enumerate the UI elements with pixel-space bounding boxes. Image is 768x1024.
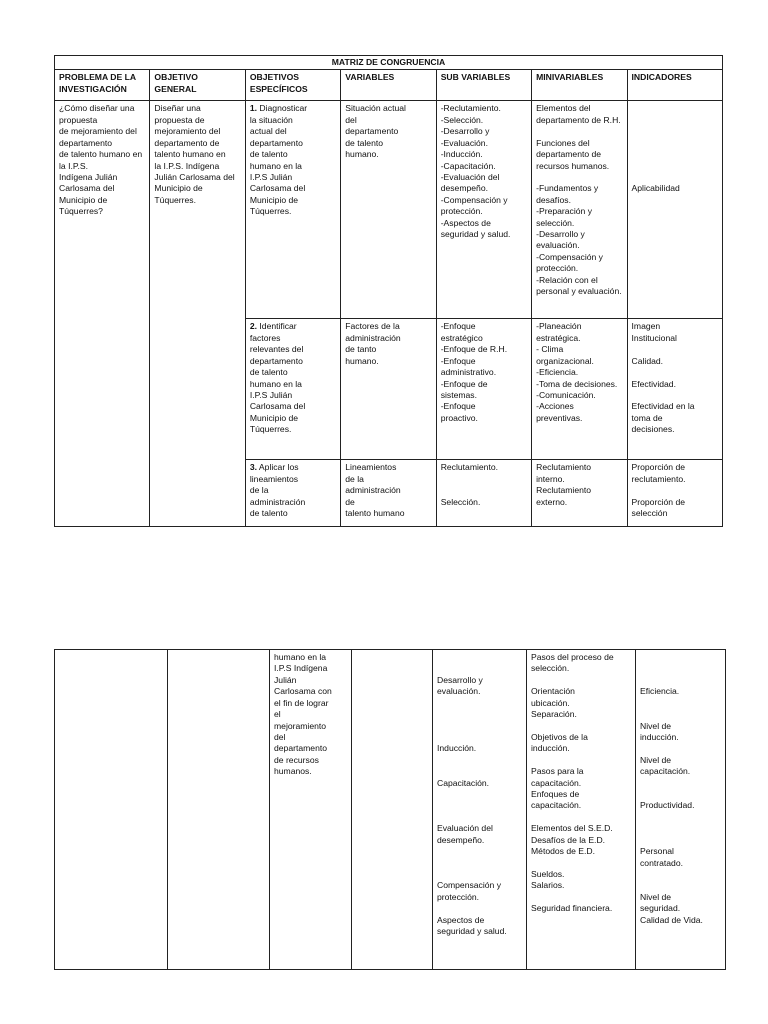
header-specific-objectives: OBJETIVOS ESPECÍFICOS <box>245 70 340 101</box>
variable-cell: Factores de la administración de tanto humano. <box>341 319 436 460</box>
congruence-matrix-table <box>54 55 723 527</box>
subvariables-cell: -Reclutamiento. -Selección. -Desarrollo y -Evaluación. -Inducción. -Capacitación. -Evaluación del desempeño. -Compensación y protección. -Aspectos de seguridad y salud. <box>436 101 531 319</box>
table-row <box>55 101 723 319</box>
header-minivariables: MINIVARIABLES <box>532 70 627 101</box>
minivariables-cell: Reclutamiento interno. Reclutamiento externo. <box>532 460 627 527</box>
specific-objective-cell <box>245 319 340 460</box>
specific-objective-cell <box>245 460 340 527</box>
objective-text: Aplicar los lineamientos de la administración de talento <box>249 462 306 519</box>
variable-cell: Situación actual del departamento de talento humano. <box>341 101 436 319</box>
subvariables-cell: -Enfoque estratégico -Enfoque de R.H. -Enfoque administrativo. -Enfoque de sistemas. -Enfoque proactivo. <box>436 319 531 460</box>
objective-number: 1. <box>249 103 258 114</box>
general-objective-cell-empty <box>168 650 270 970</box>
indicators-cell: Imagen Institucional Calidad. Efectividad. Efectividad en la toma de decisiones. <box>627 319 722 460</box>
header-indicators: INDICADORES <box>627 70 722 101</box>
minivariables-cell: Elementos del departamento de R.H. Funciones del departamento de recursos humanos. -Fundamentos y desafíos. -Preparación y selección. -Desarrollo y evaluación. -Compensación y protección. -Relación con el personal y evaluación. <box>532 101 627 319</box>
general-objective-cell: Diseñar una propuesta de mejoramiento del departamento de talento humano en la I.P.S. Indígena Julián Carlosama del Municipio de Túquerres. <box>150 101 245 527</box>
header-subvariables: SUB VARIABLES <box>436 70 531 101</box>
objective-number: 2. <box>249 321 258 332</box>
table-row <box>55 650 726 970</box>
indicators-cell: Proporción de reclutamiento. Proporción de selección <box>627 460 722 527</box>
matrix-title: MATRIZ DE CONGRUENCIA <box>55 56 723 70</box>
header-problem: PROBLEMA DE LA INVESTIGACIÓN <box>55 70 150 101</box>
variable-cell-empty <box>352 650 433 970</box>
objective-number: 3. <box>249 462 258 473</box>
subvariables-cell: Reclutamiento. Selección. <box>436 460 531 527</box>
objective-text: Diagnosticar la situación actual del departamento de talento humano en la I.P.S Julián Carlosama del Municipio de Túquerres. <box>249 103 308 217</box>
problem-cell-empty <box>55 650 168 970</box>
indicators-cell: Eficiencia. Nivel de inducción. Nivel de capacitación. Productividad. Personal contratado. Nivel de seguridad. Calidad de Vida. <box>636 650 726 970</box>
minivariables-cell: Pasos del proceso de selección. Orientación ubicación. Separación. Objetivos de la inducción. Pasos para la capacitación. Enfoques de capacitación. Elementos del S.E.D. Desafíos de la E.D. Métodos de E.D. Sueldos. Salarios. Seguridad financiera. <box>527 650 636 970</box>
problem-cell: ¿Cómo diseñar una propuesta de mejoramiento del departamento de talento humano en la I.P.S. Indígena Julián Carlosama del Municipio de Túquerres? <box>55 101 150 527</box>
variable-cell: Lineamientos de la administración de talento humano <box>341 460 436 527</box>
objective-text: Identificar factores relevantes del departamento de talento humano en la I.P.S Julián Carlosama del Municipio de Túquerres. <box>249 321 306 435</box>
specific-objective-cell <box>245 101 340 319</box>
congruence-matrix-continuation-table <box>54 649 726 970</box>
indicators-cell: Aplicabilidad <box>627 101 722 319</box>
header-row <box>55 70 723 101</box>
specific-objective-cell: humano en la I.P.S Indígena Julián Carlosama con el fin de lograr el mejoramiento del departamento de recursos humanos. <box>270 650 352 970</box>
header-general-objective: OBJETIVO GENERAL <box>150 70 245 101</box>
subvariables-cell: Desarrollo y evaluación. Inducción. Capacitación. Evaluación del desempeño. Compensación y protección. Aspectos de seguridad y salud. <box>433 650 527 970</box>
minivariables-cell: -Planeación estratégica. - Clima organizacional. -Eficiencia. -Toma de decisiones. -Comunicación. -Acciones preventivas. <box>532 319 627 460</box>
header-variables: VARIABLES <box>341 70 436 101</box>
